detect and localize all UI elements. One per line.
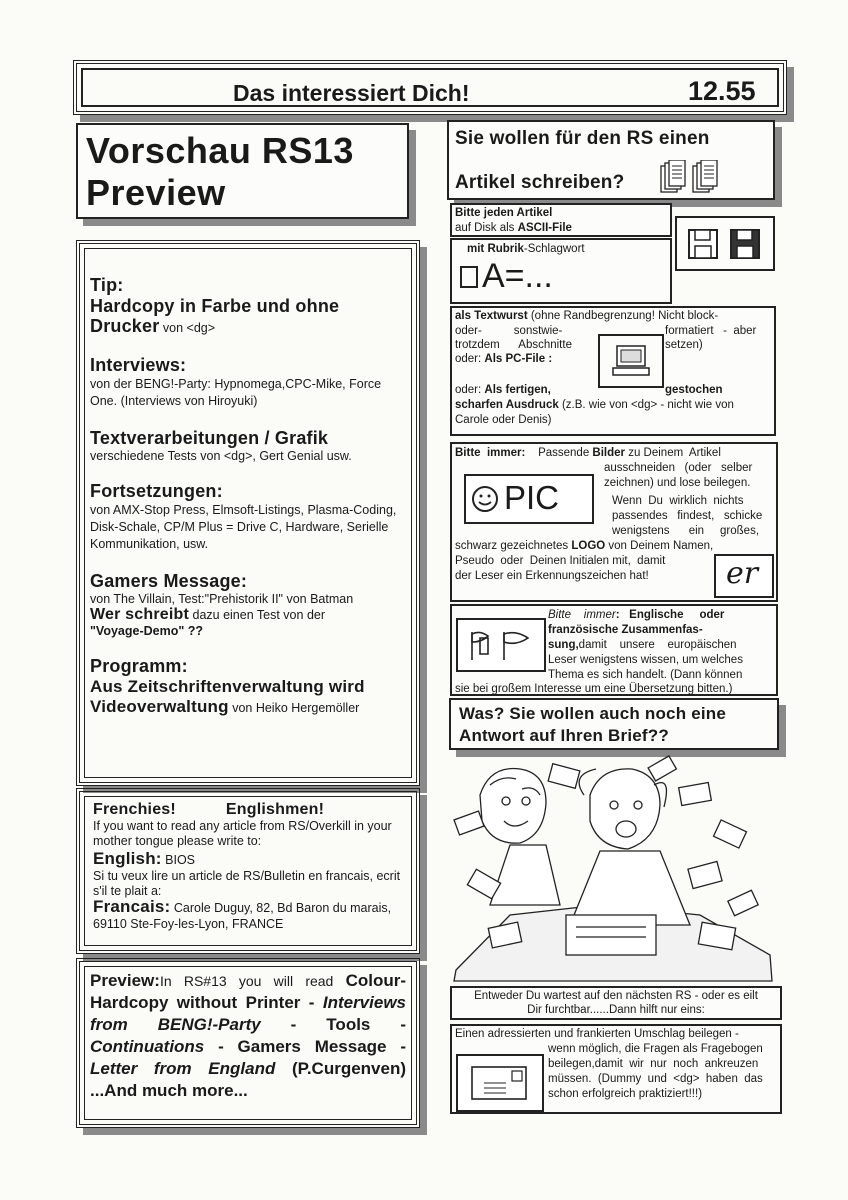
umschlag-box [450,1024,782,1114]
textwurst-line5b: (z.B. wie von <dg> - nicht wie von [558,399,734,411]
entweder-box [450,986,782,1020]
preview-box [76,958,420,1128]
englisch-r2: französische Zusammenfas- [548,624,703,636]
textwurst-line5a: scharfen Ausdruck [455,399,559,411]
section-interviews [90,355,403,410]
textwurst-left4b: Als fertigen, [484,384,551,396]
section-tip [90,275,403,337]
vorschau-title: Vorschau RS13 [86,130,354,171]
fort-heading: Fortsetzungen: [90,481,223,501]
english-value: BIOS [161,853,195,867]
artikel-line2: Artikel schreiben? [455,172,625,193]
logo-sample: er [726,556,759,591]
umschlag-r1: wenn möglich, die Fragen als Fragebogen [548,1043,763,1055]
interviews-text: von der BENG!-Party: Hypnomega,CPC-Mike, Force One. (Interviews von Hiroyuki) [90,377,382,408]
pic-box [464,474,594,524]
preview-p7: Letter from England [90,1059,276,1078]
gamers-line2-bold: Wer schreibt [90,606,190,623]
antwort-box [449,698,779,750]
text-heading: Textverarbeitungen / Grafik [90,428,329,448]
textwurst-right1: formatiert - aber [665,325,757,337]
gamers-heading: Gamers Message: [90,571,248,591]
englisch-r3b: damit unsere europäischen [578,639,737,651]
entweder-line1: Entweder Du wartest auf den nächsten RS - oder es eilt [474,990,758,1002]
bilder-line1a: Bitte immer: [455,447,526,459]
bilder-line8: der Leser ein Erkennungszeichen hat! [455,570,649,582]
smiley-icon [470,484,500,514]
textwurst-left3a: oder: [455,353,485,365]
gamers-line1: von The Villain, Test:"Prehistorik II" von Batman [90,592,354,606]
preview-p4: - Tools - [260,1015,407,1034]
ascii-line2a: auf Disk als [455,222,518,234]
section-gamers [90,571,403,638]
section-text [90,428,403,463]
bilder-r3: Wenn Du wirklich nichts [612,495,744,507]
antwort-line2: Antwort auf Ihren Brief?? [459,726,669,745]
textwurst-box [450,306,776,436]
tip-line1: Hardcopy in Farbe und ohne [90,296,340,316]
french-text: Si tu veux lire un article de RS/Bulletin en francais, ecrit s'il te plait a: [93,869,401,898]
vorschau-box [76,123,409,219]
text-text: verschiedene Tests von <dg>, Gert Genial usw. [90,449,352,463]
rubrik-sample: A=... [482,257,553,295]
textwurst-left1: oder- sonstwie- [455,325,563,337]
fort-text: von AMX-Stop Press, Elmsoft-Listings, Plasma-Coding, Disk-Schale, CP/M Plus = Drive C, Hardware, Serielle Kommunikation, usw. [90,503,397,551]
cartoon-illustration [450,755,780,983]
francais-label: Francais: [93,897,171,916]
section-fort [90,481,403,553]
flags-box [456,618,546,672]
interviews-heading: Interviews: [90,355,187,375]
umschlag-r3: müssen. (Dummy und <dg> haben das [548,1073,763,1085]
bilder-line6b: LOGO [571,540,606,552]
bilder-r4: passendes findest, schicke [612,510,763,522]
bilder-line6c: von Deinem Namen, [605,540,714,552]
preview-label: Preview: [90,971,160,990]
textwurst-left3b: Als PC-File : [484,353,553,365]
bilder-line1c: Bilder [592,447,626,459]
envelope-box [456,1054,544,1112]
textwurst-left4a: oder: [455,384,485,396]
englisch-r6: sie bei großem Interesse um eine Übersetzung bitten.) [455,683,733,695]
englisch-r1a: Bitte immer [548,609,616,621]
englisch-r4: Leser wenigstens wissen, um welches [548,654,743,666]
programm-line2-rest: von Heiko Hergemöller [228,701,360,715]
bilder-box [450,442,778,602]
contents-box [76,240,420,786]
francais-value: Carole Duguy, 82, Bd Baron du marais, 69110 Ste-Foy-les-Lyon, FRANCE [93,901,392,931]
flags-icon [466,628,536,662]
preview-p1: In RS#13 you will read [159,973,346,989]
englisch-box [450,604,778,696]
entweder-line2: Dir furchtbar......Dann hilft nur eins: [527,1004,705,1016]
programm-line1: Aus Zeitschriftenverwaltung wird [90,677,365,696]
document-stack-icon [659,160,723,198]
vorschau-subtitle: Preview [86,172,226,213]
gamers-line2-rest: dazu einen Test von der [189,608,326,622]
textwurst-line1b: (ohne Randbegrenzung! Nicht block- [527,310,719,322]
section-programm [90,656,403,717]
artikel-box [447,120,775,200]
bilder-line7: Pseudo oder Deinen Initialen mit, damit [455,555,666,567]
textwurst-line1a: als Textwurst [455,310,528,322]
preview-p8: (P.Curgenven) ...And much more... [90,1059,406,1100]
textwurst-right2: setzen) [665,339,703,351]
textwurst-line6: Carole oder Denis) [455,414,552,426]
tip-heading: Tip: [90,275,124,295]
pic-label: PIC [504,479,560,516]
englisch-r1b: : Englische oder [615,609,725,621]
ascii-line1: Bitte jeden Artikel [455,207,553,219]
programm-heading: Programm: [90,656,188,676]
englisch-r3a: sung, [548,639,579,651]
floppy-disk-dark-icon [729,228,763,262]
artikel-line1: Sie wollen für den RS einen [455,128,710,149]
preview-p5: Continuations [90,1037,205,1056]
bilder-r1: ausschneiden (oder selber [604,462,753,474]
computer-icon [612,344,650,378]
englisch-r5: Thema es sich handelt. (Dann können [548,669,743,681]
frenchies-intro: If you want to read any article from RS/Overkill in your mother tongue please write to: [93,819,392,848]
tip-line2-bold: Drucker [90,316,160,336]
envelope-icon [470,1065,528,1101]
floppy-disk-icon [687,228,721,262]
page-number: 12.55 [688,76,756,106]
page-header [73,60,787,115]
bilder-r5: wenigstens ein großes, [612,525,760,537]
bilder-line1b: Passende [525,447,593,459]
cursor-box-icon [460,266,478,288]
umschlag-line1: Einen adressierten und frankierten Umschlag beilegen - [455,1028,739,1040]
bilder-line6a: schwarz gezeichnetes [455,540,572,552]
preview-p3: Interviews from BENG!-Party [90,993,406,1034]
englishmen-title: Englishmen! [225,801,325,818]
tip-line2-rest: von <dg> [159,321,216,335]
umschlag-r4: schon erfolgreich praktiziert!!!) [548,1088,703,1100]
pc-box [598,334,664,388]
umschlag-r2: beilegen,damit wir nur noch ankreuzen [548,1058,759,1070]
bilder-line1d: zu Deinem Artikel [625,447,721,459]
english-label: English: [93,849,162,868]
textwurst-right3: gestochen [665,384,723,396]
frenchies-title: Frenchies! [93,801,176,818]
rubrik-box [450,238,672,304]
textwurst-left2: trotzdem Abschnitte [455,339,572,351]
antwort-line1: Was? Sie wollen auch noch eine [459,704,727,723]
preview-p6: - Gamers Message - [204,1037,406,1056]
logo-box [714,554,774,598]
gamers-line3: "Voyage-Demo" ?? [90,624,204,638]
page-title: Das interessiert Dich! [233,80,470,106]
programm-line2-bold: Videoverwaltung [90,697,229,716]
ascii-box [450,203,672,237]
ascii-line2b: ASCII-File [517,222,572,234]
rubrik-rest: -Schlagwort [523,243,585,255]
bilder-r2: zeichnen) und lose beilegen. [604,477,751,489]
frenchies-box [76,788,420,954]
rubrik-bold: mit Rubrik [467,243,524,255]
preview-p2: Colour-Hardcopy without Printer - [90,971,406,1012]
disk-box [675,216,775,271]
